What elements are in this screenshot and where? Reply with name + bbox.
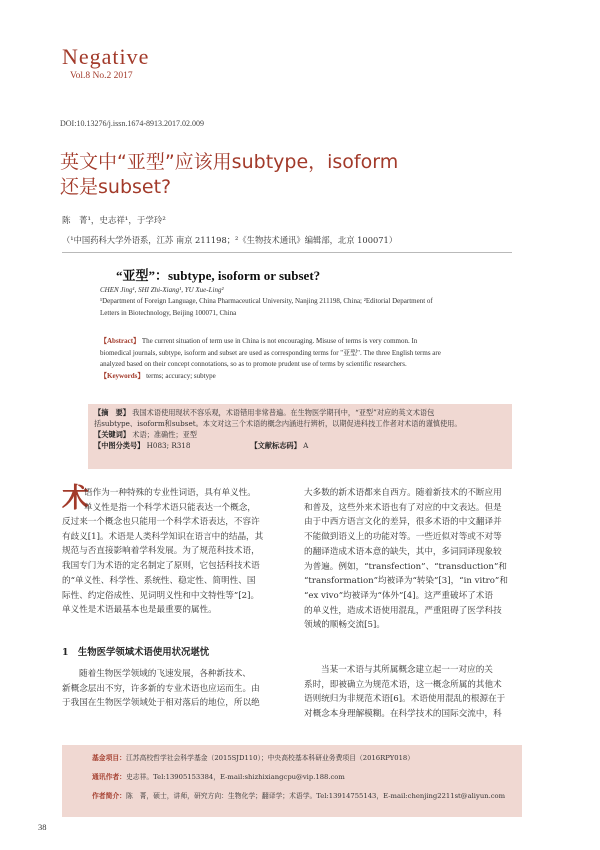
cn-abstract-line-1: 我国术语使用现状不容乐观，术语错用非常普遍。在生物医学期刊中，“亚型”对应的英文术语包 — [132, 408, 435, 417]
cn-doc-label: 【文献标志码】 — [250, 441, 301, 450]
left-line: 反过来一个概念也只能用一个科学术语表达，不容许 — [62, 517, 260, 527]
article-title-line-2: 还是subset? — [60, 176, 172, 198]
cn-doc-value: A — [303, 441, 309, 450]
right-para2-line: 对概念本身理解模糊。在科学技术的国际交流中，科 — [304, 709, 502, 720]
left-line: 规范与否直接影响着学科发展。为了规范科技术语， — [62, 546, 260, 557]
contact-text: 史志祥。Tel:13905153384，E-mail:shizhixiangcpu@vip.188.com — [125, 773, 345, 781]
abstract-label: 【Abstract】 — [100, 337, 141, 345]
page-number: 38 — [38, 822, 47, 832]
affiliation: （¹中国药科大学外语系，江苏 南京 211198；²《生物技术通讯》编辑部，北京 100071） — [62, 235, 398, 245]
chinese-abstract — [94, 407, 508, 451]
keywords-label: 【Keywords】 — [100, 371, 145, 380]
right-line: 为普遍。例如，“transfection”、“transduction”和 — [304, 561, 507, 572]
right-line: 的单义性，造成术语使用混乱，严重阻碍了医学科技 — [304, 605, 502, 616]
right-line: 领域的顺畅交流[5]。 — [304, 620, 385, 631]
right-line: 不能做到语义上的功能对等。一些近似对等或不对等 — [304, 532, 502, 543]
english-affil-line-2: Letters in Biotechnology, Beijing 100071, China — [100, 308, 237, 317]
fund-text: 江苏高校哲学社会科学基金（2015SJD110）；中央高校基本科研业务费项目（2016RPY018） — [125, 754, 415, 762]
contact-label: 通讯作者： — [92, 773, 126, 781]
left-line: 的“单义性、科学性、系统性、稳定性、简明性、国 — [62, 575, 256, 586]
english-title: “亚型”：subtype, isoform or subset? — [116, 268, 321, 283]
english-affil-line-1: ¹Department of Foreign Language, China Pharmaceutical University, Nanjing 211198, China; ²Editorial Department of — [100, 297, 433, 305]
right-line: 的翻译造成术语本意的缺失，其中，多词同译现象较 — [304, 546, 502, 557]
right-para2-line: 系时，即被确立为规范术语，这一概念所属的其他术 — [304, 679, 502, 690]
english-abstract-line-2: biomedical journals, subtype, isoform and subset are used as corresponding terms for "亚型". The three English terms are — [100, 348, 441, 357]
left-line: 语作为一种特殊的专业性词语，具有单义性。 — [84, 488, 256, 498]
right-line: 和普及，这些外来术语也有了对应的中文表达。但是 — [304, 502, 502, 513]
left-column-section — [62, 667, 284, 711]
footnotes — [92, 752, 517, 803]
right-line: “ex vivo”均被译为“体外”[4]。这严重破坏了术语 — [304, 590, 493, 601]
english-keywords: terms; accuracy; subtype — [146, 371, 216, 380]
section-heading: 1 生物医学领域术语使用状况堪忧 — [62, 647, 210, 658]
author-label: 作者简介： — [92, 792, 126, 800]
right-para2-line: 语则统归为非规范术语[6]。术语使用混乱的根源在于 — [304, 694, 506, 705]
left-line: 际性、约定俗成性、见词明义性和中文特性等”[2]。 — [62, 590, 260, 601]
dropcap: 术 — [62, 483, 89, 514]
right-column-para2 — [304, 663, 526, 722]
english-affiliation — [100, 296, 520, 319]
journal-name: Negative — [62, 44, 150, 69]
cn-class-label: 【中图分类号】 — [94, 441, 145, 450]
left-column-body — [62, 515, 284, 618]
left-line: 有歧义[1]。术语是人类科学知识在语言中的结晶，其 — [62, 531, 264, 542]
left-line: 单义性是指一个科学术语只能表达一个概念， — [84, 502, 256, 513]
cn-keywords: 术语；准确性；亚型 — [132, 430, 197, 439]
left-line: 我国专门为术语的定名制定了原则，它包括科技术语 — [62, 561, 260, 572]
authors: 陈 菁¹，史志祥¹，于学玲² — [62, 216, 166, 226]
english-abstract-line-1: The current situation of term use in China is not encouraging. Misuse of terms is very common. In — [141, 337, 418, 345]
right-line: 由于中西方语言文化的差异，很多术语的中文翻译并 — [304, 517, 502, 528]
author-text: 陈 菁，硕士，讲师，研究方向：生物化学；翻译学；术语学。Tel:13914755143，E-mail:chenjing2211st@aliyun.com — [125, 792, 506, 800]
english-abstract — [100, 336, 520, 382]
doi: DOI:10.13276/j.issn.1674-8913.2017.02.009 — [60, 119, 204, 128]
english-abstract-line-3: analyzed based on their concept connotations, so as to promote prudent use of terms by scientific researchers. — [100, 360, 407, 369]
journal-volume: Vol.8 No.2 2017 — [70, 71, 133, 81]
left-line: 单义性是术语最基本也是最重要的属性。 — [62, 605, 217, 616]
cn-abstract-line-2: 括subtype、isoform和subset。本文对这三个术语的概念内涵进行辨析，以期促进科技工作者对术语的谨慎使用。 — [94, 419, 462, 428]
divider — [62, 252, 512, 253]
article-title — [60, 150, 540, 200]
right-column — [304, 486, 526, 633]
left-section-line: 于我国在生物医学领域处于相对落后的地位，所以绝 — [62, 698, 260, 709]
right-line: “transformation”均被译为“转染”[3]，“in vitro”和 — [304, 576, 508, 587]
cn-keywords-label: 【关键词】 — [94, 430, 130, 439]
cn-class-value: H083; R318 — [146, 441, 191, 450]
right-line: 大多数的新术语都来自西方。随着新技术的不断应用 — [304, 488, 502, 498]
article-title-line-1: 英文中“亚型”应该用subtype，isoform — [60, 151, 399, 173]
left-column-line-first — [84, 486, 284, 515]
english-authors: CHEN Jing¹, SHI Zhi-Xiang¹, YU Xue-Ling² — [100, 286, 224, 294]
left-section-line: 新概念层出不穷，许多新的专业术语也应运而生。由 — [62, 683, 260, 694]
cn-abstract-label: 【摘 要】 — [94, 408, 130, 417]
left-section-line: 随着生物医学领域的飞速发展，各种新技术、 — [79, 669, 251, 679]
right-para2-line: 当某一术语与其所属概念建立起一一对应的关 — [321, 665, 493, 675]
fund-label: 基金项目： — [92, 754, 126, 762]
